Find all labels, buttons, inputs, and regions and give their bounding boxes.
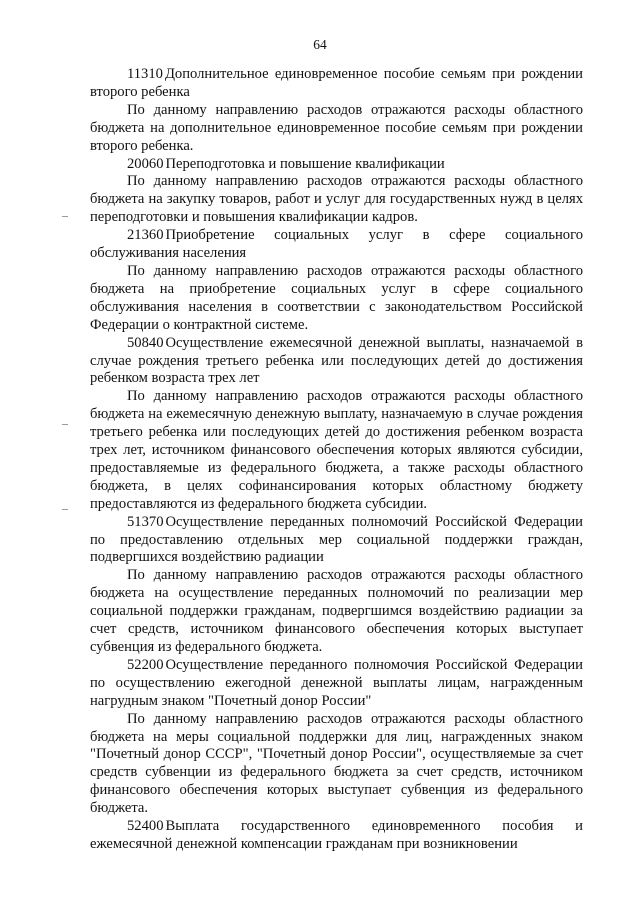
section-title: Осуществление переданных полномочий Российской Федерации по предоставлению отдельных мер социальной поддержки граждан, подвергшихся воздействию радиации bbox=[90, 513, 583, 566]
document-body bbox=[90, 66, 583, 854]
section-heading-51370 bbox=[90, 514, 583, 568]
section-title: Осуществление переданного полномочия Российской Федерации по осуществлению ежегодной денежной выплаты лицам, награжденным нагрудным знаком "Почетный донор России" bbox=[90, 656, 583, 709]
budget-code: 50840 bbox=[127, 334, 164, 351]
section-heading-21360 bbox=[90, 227, 583, 263]
budget-code: 52400 bbox=[127, 818, 164, 835]
margin-mark bbox=[62, 509, 68, 510]
section-heading-11310 bbox=[90, 66, 583, 102]
section-title: Выплата государственного единовременного пособия и ежемесячной денежной компенсации гражданам при возникновении bbox=[90, 818, 583, 852]
section-description: По данному направлению расходов отражаются расходы областного бюджета на закупку товаров, работ и услуг для государственных нужд в целях переподготовки и повышения квалификации кадров. bbox=[90, 173, 583, 226]
budget-code: 21360 bbox=[127, 227, 164, 244]
section-title: Дополнительное единовременное пособие семьям при рождении второго ребенка bbox=[90, 66, 583, 100]
section-description: По данному направлению расходов отражаются расходы областного бюджета на дополнительное единовременное пособие семьям при рождении второго ребенка. bbox=[90, 101, 583, 154]
section-heading-52200 bbox=[90, 657, 583, 711]
section-title: Осуществление ежемесячной денежной выплаты, назначаемой в случае рождения третьего ребенка или последующих детей до достижения ребенком возраста трех лет bbox=[90, 334, 583, 387]
section-heading-50840 bbox=[90, 335, 583, 389]
margin-mark bbox=[62, 216, 68, 217]
budget-code: 51370 bbox=[127, 513, 164, 530]
budget-code: 20060 bbox=[127, 155, 164, 172]
budget-code: 11310 bbox=[127, 66, 163, 82]
section-description: По данному направлению расходов отражаются расходы областного бюджета на приобретение социальных услуг в сфере социального обслуживания населения в соответствии с законодательством Российской Федерации о контрактной системе. bbox=[90, 262, 583, 333]
page-number: 64 bbox=[313, 37, 327, 52]
section-description: По данному направлению расходов отражаются расходы областного бюджета на осуществление переданных полномочий по реализации мер социальной поддержки гражданам, подвергшимся воздействию радиации за счет средств, источником финансового обеспечения которых выступает субвенция из федерального бюджета. bbox=[90, 567, 583, 655]
section-heading-52400 bbox=[90, 818, 583, 854]
budget-code: 52200 bbox=[127, 656, 164, 673]
section-description: По данному направлению расходов отражаются расходы областного бюджета на ежемесячную денежную выплату, назначаемую в случае рождения третьего ребенка или последующих детей до достижения ребенком возраста трех лет, источником финансового обеспечения которых являются субсидии, предоставляемые из федерального бюджета, а также расходы областного бюджета, в целях софинансирования которых областному бюджету предоставляются из федерального бюджета субсидии. bbox=[90, 388, 583, 512]
section-heading-20060 bbox=[90, 156, 583, 174]
section-description: По данному направлению расходов отражаются расходы областного бюджета на меры социальной поддержки для лиц, награжденных знаком "Почетный донор СССР", "Почетный донор России", осуществляемые за счет средств субвенции из федерального бюджета за счет средств, источником финансового обеспечения которых выступает субвенция из федерального бюджета. bbox=[90, 710, 583, 817]
section-title: Переподготовка и повышение квалификации bbox=[165, 155, 445, 172]
section-title: Приобретение социальных услуг в сфере социального обслуживания населения bbox=[90, 227, 583, 262]
margin-mark bbox=[62, 424, 68, 425]
